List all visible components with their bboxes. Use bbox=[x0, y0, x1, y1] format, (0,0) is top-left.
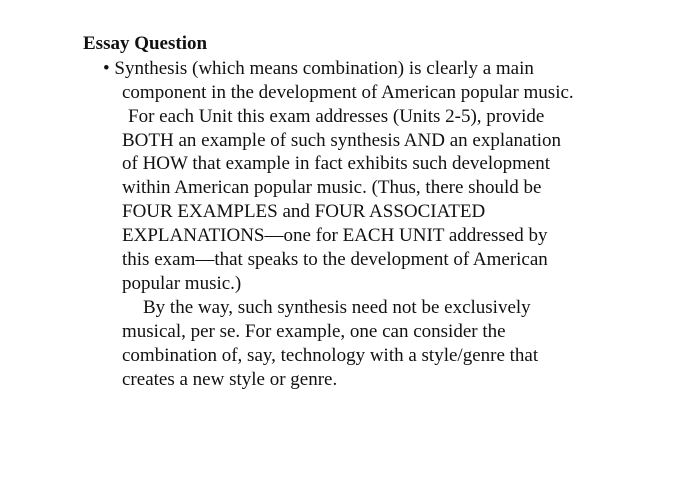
body-line-2: component in the development of American popular music. bbox=[122, 82, 574, 103]
body-line-12: musical, per se. For example, one can consider the bbox=[122, 321, 506, 342]
body-line-6: within American popular music. (Thus, there should be bbox=[122, 177, 542, 198]
bullet-line-1: • Synthesis (which means combination) is clearly a main bbox=[103, 58, 534, 79]
body-line-7: FOUR EXAMPLES and FOUR ASSOCIATED bbox=[122, 201, 486, 222]
body-line-3: For each Unit this exam addresses (Units 2-5), provide bbox=[128, 106, 545, 127]
body-line-9: this exam—that speaks to the development of American bbox=[122, 249, 548, 270]
body-line-4: BOTH an example of such synthesis AND an explanation bbox=[122, 130, 562, 151]
body-line-13: combination of, say, technology with a style/genre that bbox=[122, 345, 539, 366]
body-line-8: EXPLANATIONS—one for EACH UNIT addressed by bbox=[122, 225, 548, 246]
essay-heading: Essay Question bbox=[83, 33, 208, 54]
body-line-14: creates a new style or genre. bbox=[122, 369, 338, 390]
body-line-11: By the way, such synthesis need not be exclusively bbox=[143, 297, 531, 318]
body-line-5: of HOW that example in fact exhibits such development bbox=[122, 153, 551, 174]
body-line-10: popular music.) bbox=[122, 273, 242, 294]
